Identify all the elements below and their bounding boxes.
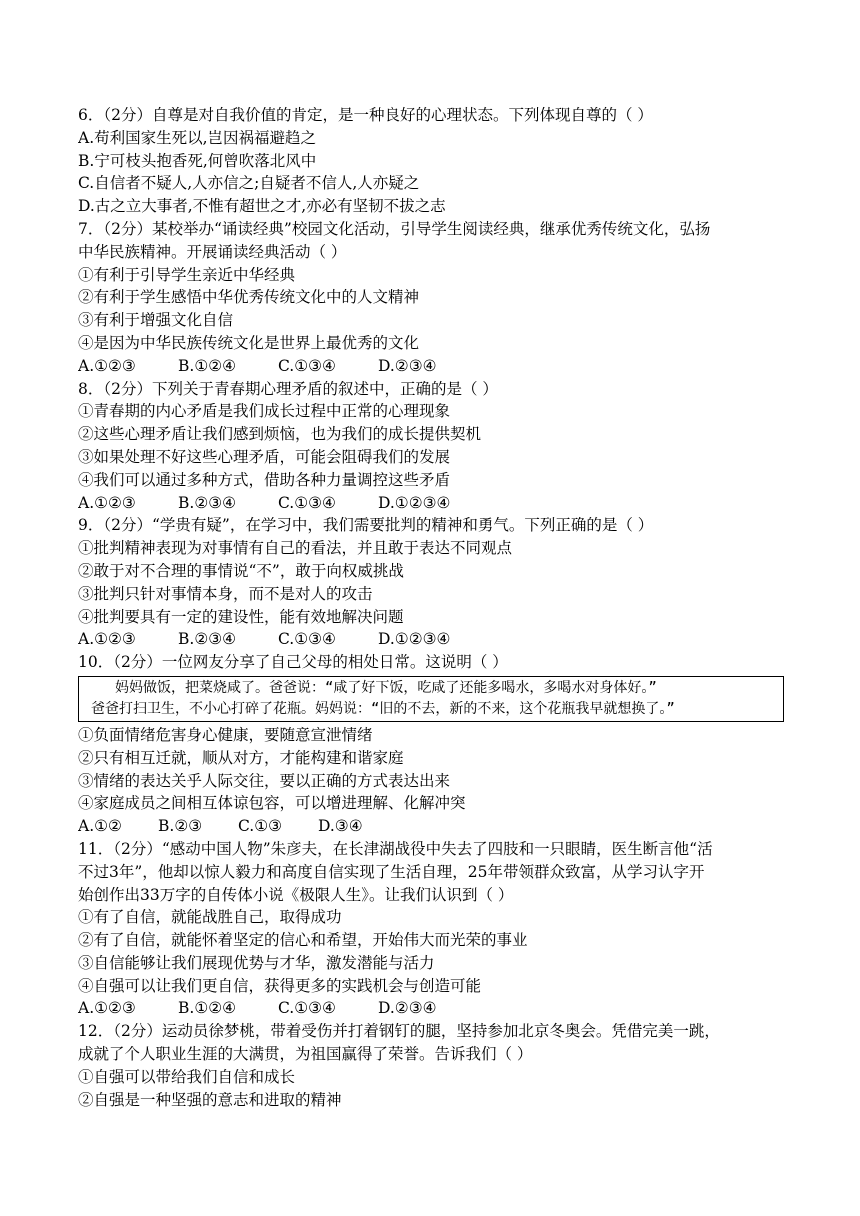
question-stem: 8．（2分）下列关于青春期心理矛盾的叙述中，正确的是（ ） (78, 379, 498, 398)
option-c: C.①③④ (278, 493, 336, 512)
dialogue-line: 妈妈做饭，把菜烧咸了。爸爸说：“咸了好下饭，吃咸了还能多喝水，多喝水对身体好。” (115, 679, 657, 696)
option-a: A.①② (78, 817, 122, 836)
question-8 (78, 378, 784, 515)
option-c: C.自信者不疑人,人亦信之;自疑者不信人,人亦疑之 (78, 174, 420, 193)
statement-item: ①负面情绪危害身心健康，要随意宣泄情绪 (78, 725, 373, 744)
question-9 (78, 514, 784, 651)
option-d: D.②③④ (378, 356, 437, 375)
option-b: B.①②④ (178, 999, 237, 1018)
option-a: A.①②③ (78, 493, 136, 512)
statement-item: ④是因为中华民族传统文化是世界上最优秀的文化 (78, 333, 420, 352)
statement-item: ①批判精神表现为对事情有自己的看法，并且敢于表达不同观点 (78, 539, 513, 558)
option-c: C.①③ (238, 817, 283, 836)
option-a: A.苟利国家生死以,岂因祸福避趋之 (78, 128, 317, 147)
option-b: B.②③④ (178, 493, 237, 512)
question-6 (78, 104, 784, 218)
option-b: B.①②④ (178, 356, 237, 375)
option-d: D.①②③④ (378, 493, 451, 512)
question-stem: 始创作出33万字的自传体小说《极限人生》。让我们认识到（ ） (78, 885, 514, 904)
statement-item: ③批判只针对事情本身，而不是对人的攻击 (78, 584, 373, 603)
statement-item: ④家庭成员之间相互体谅包容，可以增进理解、化解冲突 (78, 794, 466, 813)
statement-item: ①有利于引导学生亲近中华经典 (78, 265, 296, 284)
option-c: C.①③④ (278, 999, 336, 1018)
answer-options (78, 997, 784, 1020)
question-stem: 12．（2分）运动员徐梦桃，带着受伤并打着钢钉的腿，坚持参加北京冬奥会。凭借完美一跳， (78, 1022, 720, 1041)
dialogue-box (78, 676, 784, 722)
option-b: B.②③ (158, 817, 203, 836)
statement-item: ②自强是一种坚强的意志和进取的精神 (78, 1090, 342, 1109)
statement-item: ①自强可以带给我们自信和成长 (78, 1067, 296, 1086)
option-a: A.①②③ (78, 630, 136, 649)
question-11 (78, 838, 784, 1020)
statement-item: ①有了自信，就能战胜自己，取得成功 (78, 908, 342, 927)
option-a: A.①②③ (78, 356, 136, 375)
dialogue-line: 爸爸打扫卫生，不小心打碎了花瓶。妈妈说：“旧的不去，新的不来，这个花瓶我早就想换了。” (91, 700, 675, 717)
statement-item: ③如果处理不好这些心理矛盾，可能会阻碍我们的发展 (78, 447, 451, 466)
answer-options (78, 355, 784, 378)
question-stem: 中华民族精神。开展诵读经典活动（ ） (78, 242, 347, 261)
statement-item: ②有利于学生感悟中华优秀传统文化中的人文精神 (78, 288, 420, 307)
option-b: B.宁可枝头抱香死,何曾吹落北风中 (78, 151, 317, 170)
statement-item: ④自强可以让我们更自信，获得更多的实践机会与创造可能 (78, 976, 482, 995)
answer-options (78, 492, 784, 515)
question-stem: 成就了个人职业生涯的大满贯，为祖国赢得了荣誉。告诉我们（ ） (78, 1045, 533, 1064)
question-stem: 10．（2分）一位网友分享了自己父母的相处日常。这说明（ ） (78, 653, 508, 672)
option-d: D.③④ (318, 817, 363, 836)
statement-item: ②只有相互迁就，顺从对方，才能构建和谐家庭 (78, 748, 404, 767)
statement-item: ②这些心理矛盾让我们感到烦恼，也为我们的成长提供契机 (78, 425, 482, 444)
question-7 (78, 218, 784, 378)
answer-options (78, 815, 784, 838)
option-c: C.①③④ (278, 356, 336, 375)
statement-item: ③有利于增强文化自信 (78, 311, 234, 330)
option-d: D.②③④ (378, 999, 437, 1018)
answer-options (78, 628, 784, 651)
statement-item: ④批判要具有一定的建设性，能有效地解决问题 (78, 607, 404, 626)
statement-item: ①青春期的内心矛盾是我们成长过程中正常的心理现象 (78, 402, 451, 421)
question-stem: 不过3年”，他却以惊人毅力和高度自信实现了生活自理，25年带领群众致富，从学习认字开 (78, 862, 705, 881)
option-d: D.古之立大事者,不惟有超世之才,亦必有坚韧不拔之志 (78, 197, 446, 216)
question-stem: 7．（2分）某校举办“诵读经典”校园文化活动，引导学生阅读经典，继承优秀传统文化，弘扬 (78, 219, 711, 238)
statement-item: ②有了自信，就能怀着坚定的信心和希望，开始伟大而光荣的事业 (78, 931, 528, 950)
option-d: D.①②③④ (378, 630, 451, 649)
question-stem: 9．（2分）“学贵有疑”，在学习中，我们需要批判的精神和勇气。下列正确的是（ ） (78, 516, 654, 535)
statement-item: ④我们可以通过多种方式，借助各种力量调控这些矛盾 (78, 470, 451, 489)
question-10 (78, 651, 784, 838)
question-stem: 6．（2分）自尊是对自我价值的肯定，是一种良好的心理状态。下列体现自尊的（ ） (78, 106, 653, 124)
statement-item: ③自信能够让我们展现优势与才华，激发潜能与活力 (78, 953, 435, 972)
statement-item: ③情绪的表达关乎人际交往，要以正确的方式表达出来 (78, 771, 451, 790)
question-list (78, 104, 784, 1111)
question-stem: 11．（2分）“感动中国人物”朱彦夫，在长津湖战役中失去了四肢和一只眼睛，医生断言他“活 (78, 839, 713, 858)
option-b: B.②③④ (178, 630, 237, 649)
question-12 (78, 1020, 784, 1111)
statement-item: ②敢于对不合理的事情说“不”，敢于向权威挑战 (78, 561, 404, 580)
option-a: A.①②③ (78, 999, 136, 1018)
option-c: C.①③④ (278, 630, 336, 649)
